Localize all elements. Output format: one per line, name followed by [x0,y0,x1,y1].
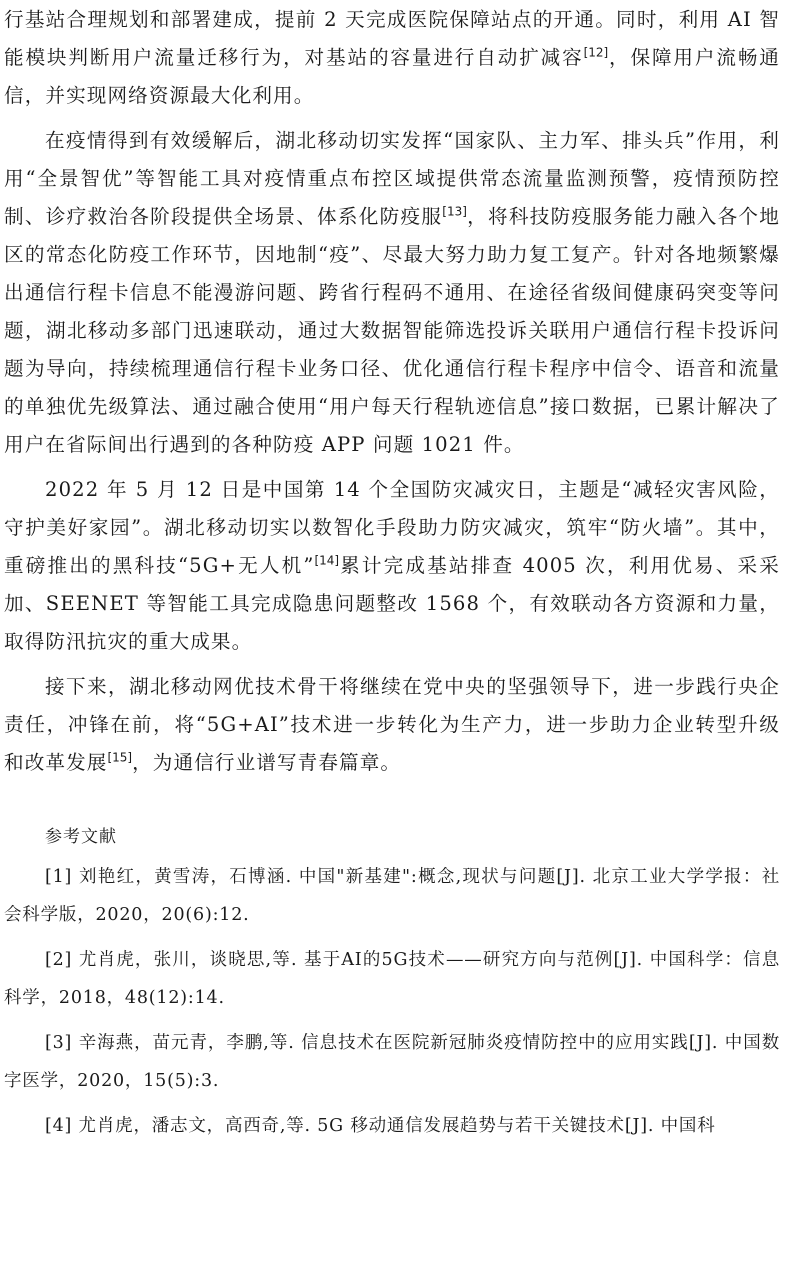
reference-item: [4] 尤肖虎，潘志文，高西奇,等. 5G 移动通信发展趋势与若干关键技术[J]. 中国科 [45,1116,716,1136]
paragraph-text: 行基站合理规划和部署建成，提前 2 天完成医院保障站点的开通。同时，利用 AI 智能模块判断用户流量迁移行为，对基站的容量进行自动扩减容 [4,8,780,69]
body-text [4,1,780,782]
paragraph [4,668,780,782]
paragraph-text: 在疫情得到有效缓解后，湖北移动切实发挥“国家队、主力军、排头兵”作用，利用“全景智优”等智能工具对疫情重点布控区域提供常态流量监测预警，疫情预防控制、诊疗救治各阶段提供全场景、体系化防疫服 [4,129,780,228]
reference-item: [3] 辛海燕，苗元青，李鹏,等. 信息技术在医院新冠肺炎疫情防控中的应用实践[J]. 中国数字医学，2020，15(5):3. [4,1033,780,1091]
paragraph-text: ，为通信行业谱写青春篇章。 [132,751,402,774]
document-page [4,0,780,1145]
paragraph-text: ，将科技防疫服务能力融入各个地区的常态化防疫工作环节，因地制“疫”、尽最大努力助力复工复产。针对各地频繁爆出通信行程卡信息不能漫游问题、跨省行程码不通用、在途径省级间健康码突变等问题，湖北移动多部门迅速联动，通过大数据智能筛选投诉关联用户通信行程卡投诉问题为导向，持续梳理通信行程卡业务口径、优化通信行程卡程序中信令、语音和流量的单独优先级算法、通过融合使用“用户每天行程轨迹信息”接口数据，已累计解决了用户在省际间出行遇到的各种防疫 APP 问题 1021 件。 [4,205,780,456]
paragraph [4,1,780,115]
paragraph-text: 2022 年 5 月 12 日是中国第 14 个全国防灾减灾日，主题是“减轻灾害风险，守护美好家园”。湖北移动切实以数智化手段助力防灾减灾，筑牢“防火墙”。其中，重磅推出的黑科技“5G+无人机” [4,478,780,577]
paragraph-text: 累计完成基站排查 4005 次，利用优易、采采加、SEENET 等智能工具完成隐患问题整改 1568 个，有效联动各方资源和力量，取得防汛抗灾的重大成果。 [4,554,780,653]
citation-superscript: [13] [442,204,467,219]
references-heading: 参考文献 [45,827,117,847]
paragraph-text: 接下来，湖北移动网优技术骨干将继续在党中央的坚强领导下，进一步践行央企责任，冲锋在前，将“5G+AI”技术进一步转化为生产力，进一步助力企业转型升级和改革发展 [4,675,780,774]
reference-item: [1] 刘艳红，黄雪涛，石博涵. 中国"新基建":概念,现状与问题[J]. 北京工业大学学报：社会科学版，2020，20(6):12. [4,867,780,925]
citation-superscript: [14] [314,553,340,568]
references-section [4,820,780,1145]
citation-superscript: [12] [583,45,609,60]
reference-item: [2] 尤肖虎，张川，谈晓思,等. 基于AI的5G技术——研究方向与范例[J]. 中国科学：信息科学，2018，48(12):14. [4,950,780,1008]
paragraph [4,471,780,661]
paragraph-text: ，保障用户流畅通信，并实现网络资源最大化利用。 [4,46,780,107]
paragraph [4,122,780,464]
citation-superscript: [15] [107,750,133,765]
